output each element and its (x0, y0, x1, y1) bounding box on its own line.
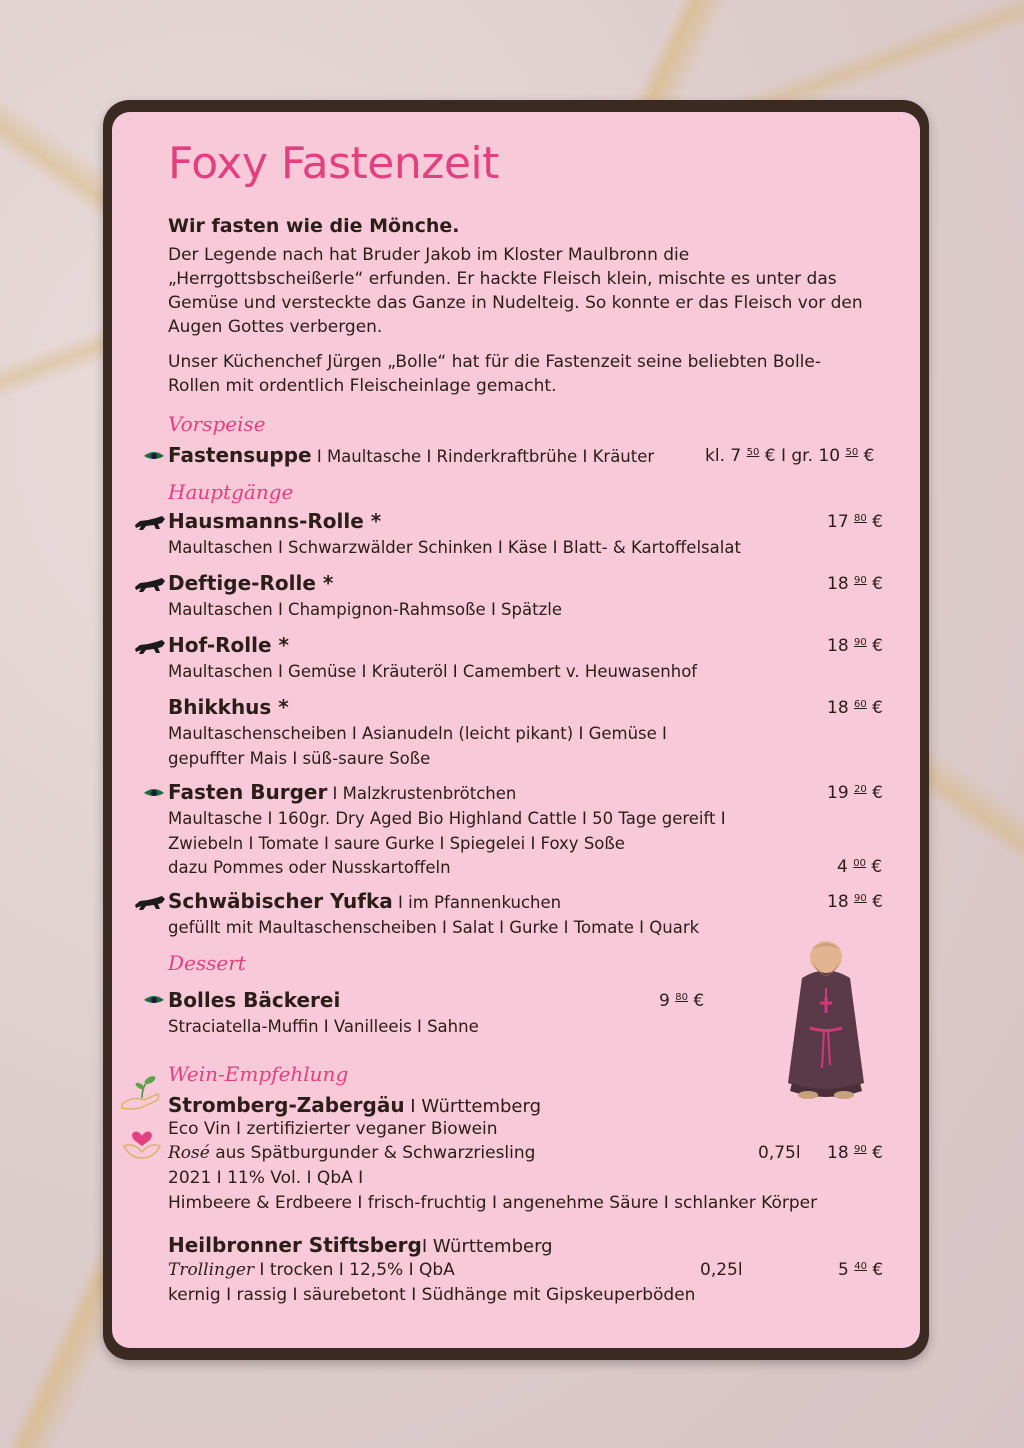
intro-paragraph-2: Unser Küchenchef Jürgen „Bolle“ hat für die Fastenzeit seine beliebten Bolle-Rollen mit ordentlich Fleischeinlage gemacht. (168, 352, 821, 396)
item-sub: I Malzkrustenbrötchen (327, 784, 517, 803)
menu-item-burger (168, 780, 516, 804)
price-euro: 19 (827, 783, 849, 803)
wine-line: kernig I rassig I säurebetont I Südhänge mit Gipskeuperböden (168, 1285, 696, 1305)
vegan-heart-icon (120, 1118, 164, 1162)
price-euro: 18 (827, 1143, 849, 1163)
price-cents: 90 (854, 893, 867, 904)
price-burger: 19 $^{20}$ € (827, 783, 884, 803)
intro-heading: Wir fasten wie die Mönche. (168, 215, 460, 237)
item-desc: gefüllt mit Maultaschenscheiben I Salat I Gurke I Tomate I Quark (168, 918, 700, 937)
item-sub: I im Pfannenkuchen (392, 893, 562, 912)
price-cents: 90 (854, 1144, 867, 1155)
section-dessert: Dessert (168, 951, 246, 975)
price-small: kl. 7 (705, 446, 742, 466)
menu-item-baeckerei: Bolles Bäckerei (168, 988, 341, 1012)
price-cents: 00 (853, 858, 866, 869)
price-bhikkhus: 18 $^{60}$ € (827, 698, 884, 718)
wine-stromberg (168, 1093, 541, 1117)
item-desc: gepuffter Mais I süß-saure Soße (168, 749, 431, 768)
wine-grapes: aus Spätburgunder & Schwarzriesling (209, 1143, 536, 1163)
wine-volume: 0,25l (700, 1260, 743, 1280)
price-yufka: 18 $^{90}$ € (827, 892, 884, 912)
price-euro: 18 (827, 892, 849, 912)
price-cents: 80 (854, 513, 867, 524)
wine-region: I Württemberg (404, 1096, 542, 1117)
item-desc: Maultaschenscheiben I Asianudeln (leicht pikant) I Gemüse I (168, 724, 667, 743)
price-fastensuppe (705, 446, 874, 466)
eye-icon (143, 787, 165, 799)
wine-line (168, 1260, 455, 1280)
price-euro: 5 (838, 1260, 849, 1280)
price-deftige: 18 $^{90}$ € (827, 574, 884, 594)
wine-line: 2021 I 11% Vol. I QbA I (168, 1168, 364, 1188)
price-cents: 90 (854, 575, 867, 586)
menu-item-bhikkhus: Bhikkhus * (168, 695, 289, 719)
menu-item-hof: Hof-Rolle * (168, 633, 289, 657)
price-stromberg: 18 $^{90}$ € (827, 1143, 884, 1163)
price-cents: 20 (854, 784, 867, 795)
price-cents: 60 (854, 699, 867, 710)
item-desc: Zwiebeln I Tomate I saure Gurke I Spiegelei I Foxy Soße (168, 834, 625, 853)
price-cents: 50 (746, 447, 760, 458)
wine-region: I Württemberg (421, 1236, 553, 1257)
price-burger-extra: 4 $^{00}$ € (837, 857, 883, 877)
price-cents: 40 (854, 1261, 867, 1272)
menu-item-deftige: Deftige-Rolle * (168, 571, 334, 595)
section-hauptgaenge: Hauptgänge (168, 480, 294, 504)
menu-item-hausmanns: Hausmanns-Rolle * (168, 509, 382, 533)
item-desc: dazu Pommes oder Nusskartoffeln (168, 858, 451, 877)
wine-grape: Trollinger (168, 1260, 255, 1280)
intro-paragraph-1: Der Legende nach hat Bruder Jakob im Kloster Maulbronn die „Herrgottsbscheißerle“ erfunden. Er hackte Fleisch klein, mischte es unter das Gemüse und versteckte das Ganze in Nudelteig. So konnte er das Fleisch vor den Augen Gottes verbergen. (168, 245, 863, 337)
price-euro: 4 (837, 857, 848, 877)
item-desc: Maultaschen I Champignon-Rahmsoße I Spätzle (168, 600, 562, 619)
price-cents: 90 (854, 637, 867, 648)
lion-icon (134, 895, 166, 911)
price-cents: 80 (675, 992, 688, 1003)
wine-name: Stromberg-Zabergäu (168, 1093, 405, 1117)
item-desc: Maultaschen I Schwarzwälder Schinken I Käse I Blatt- & Kartoffelsalat (168, 538, 741, 557)
wine-line: Himbeere & Erdbeere I frisch-fruchtig I angenehme Säure I schlanker Körper (168, 1193, 818, 1213)
lion-icon (134, 515, 166, 531)
price-euro: 17 (827, 512, 849, 532)
item-desc: Maultasche I 160gr. Dry Aged Bio Highland Cattle I 50 Tage gereift I (168, 809, 726, 828)
price-large: € I gr. 10 (759, 446, 841, 466)
menu-item-fastensuppe (168, 443, 654, 467)
price-baeckerei: 9 $^{80}$ € (659, 991, 705, 1011)
wine-line (168, 1143, 535, 1163)
price-euro: 18 (827, 698, 849, 718)
wine-details: I trocken I 12,5% I QbA (254, 1260, 455, 1280)
price-euro: 18 (827, 636, 849, 656)
wine-stiftsberg (168, 1233, 553, 1257)
section-wein: Wein-Empfehlung (168, 1062, 349, 1086)
page-title: Foxy Fastenzeit (168, 138, 499, 189)
eye-icon (143, 994, 165, 1006)
item-name: Schwäbischer Yufka (168, 889, 393, 913)
item-desc: Maultaschen I Gemüse I Kräuteröl I Camembert v. Heuwasenhof (168, 662, 698, 681)
monk-illustration (772, 933, 880, 1103)
euro-sign: € (858, 446, 875, 466)
item-name: Fastensuppe (168, 443, 312, 467)
lion-icon (134, 577, 166, 593)
price-hof: 18 $^{90}$ € (827, 636, 884, 656)
menu-item-yufka (168, 889, 561, 913)
wine-name: Heilbronner Stiftsberg (168, 1233, 422, 1257)
eye-icon (143, 450, 165, 462)
price-hausmanns: 17 $^{80}$ € (827, 512, 884, 532)
price-stiftsberg: 5 $^{40}$ € (838, 1260, 884, 1280)
price-cents: 50 (845, 447, 859, 458)
item-desc: I Maultasche I Rinderkraftbrühe I Kräuter (311, 447, 655, 466)
wine-volume: 0,75l (758, 1143, 801, 1163)
wine-rose: Rosé (168, 1143, 210, 1163)
price-euro: 9 (659, 991, 670, 1011)
lion-icon (134, 639, 166, 655)
price-euro: 18 (827, 574, 849, 594)
item-desc: Straciatella-Muffin I Vanilleeis I Sahne (168, 1017, 479, 1036)
item-name: Fasten Burger (168, 780, 328, 804)
wine-line: Eco Vin I zertifizierter veganer Biowein (168, 1119, 498, 1139)
hand-plant-icon (120, 1070, 162, 1110)
section-vorspeise: Vorspeise (168, 412, 266, 436)
